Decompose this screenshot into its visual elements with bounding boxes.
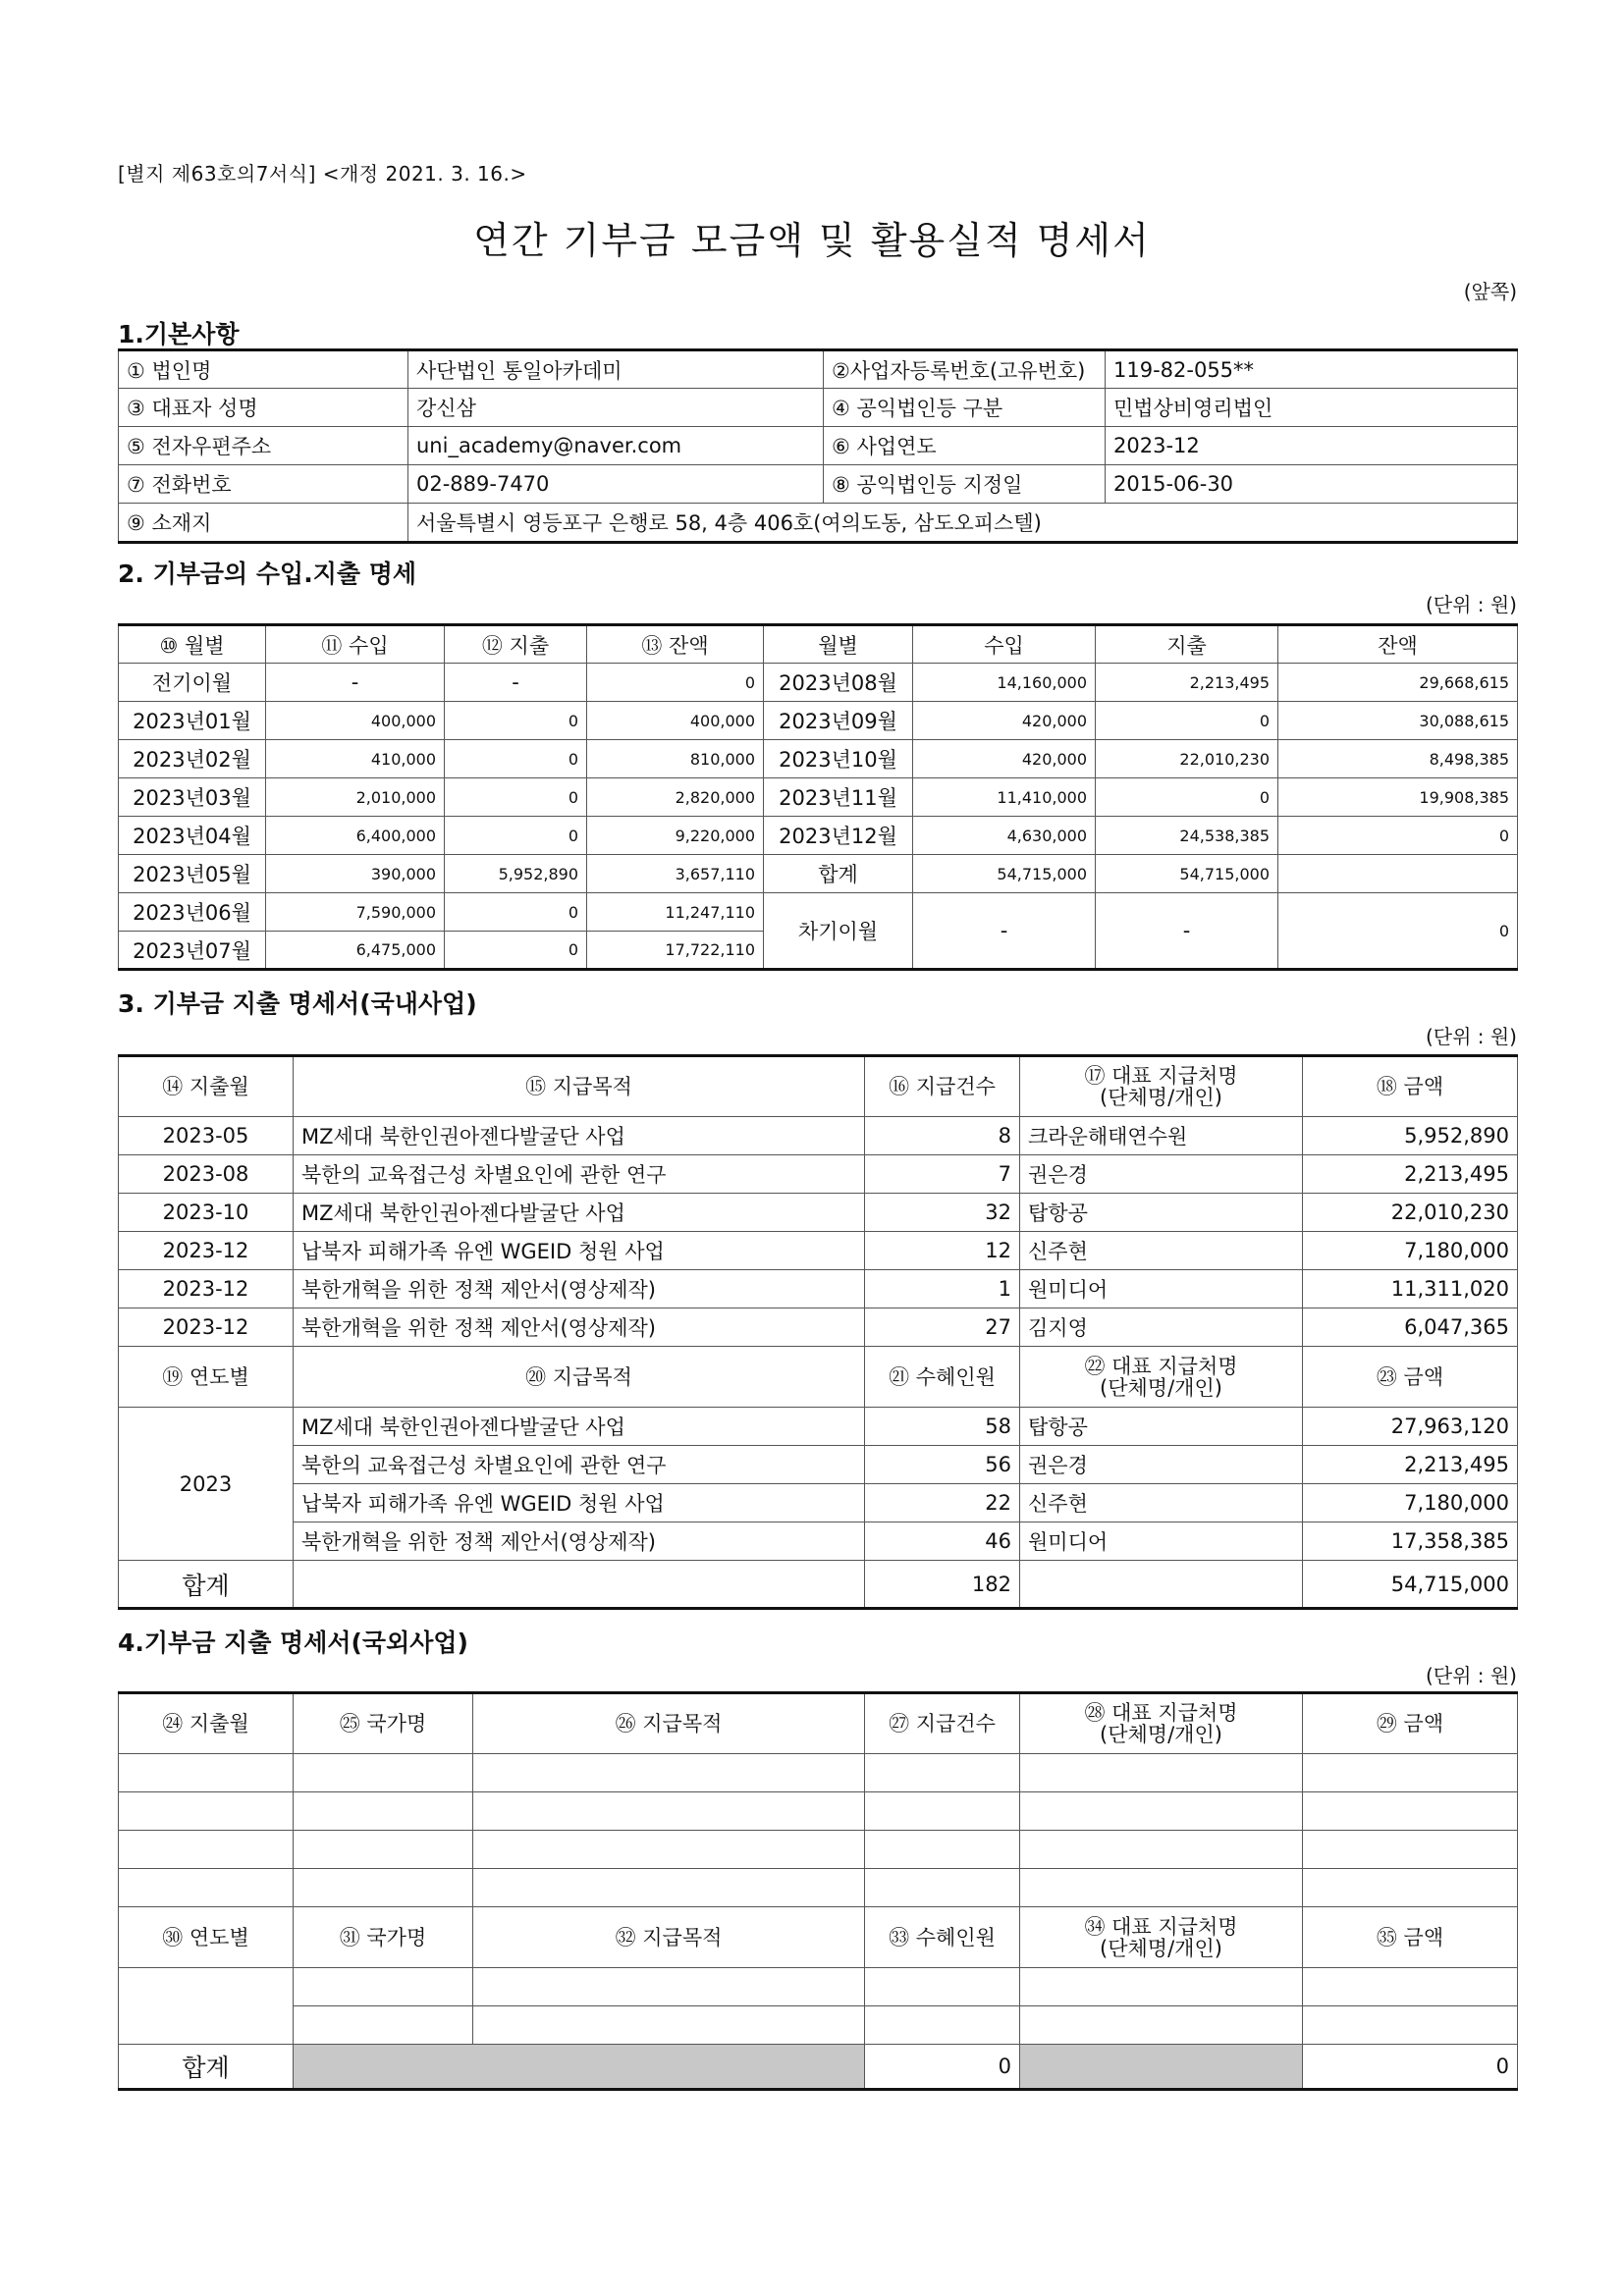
col-header: ⑮ 지급목적 <box>294 1056 865 1117</box>
col-header: ㉖ 지급목적 <box>473 1693 865 1754</box>
col-header: ㉓ 금액 <box>1303 1347 1518 1408</box>
month-cell: 2023년01월 <box>119 702 266 740</box>
month-cell: 2023년02월 <box>119 740 266 778</box>
count-cell: 7 <box>865 1155 1020 1194</box>
income-cell: - <box>266 664 445 702</box>
expense-cell: 0 <box>1096 702 1278 740</box>
overseas-header-row <box>119 1693 1518 1754</box>
col-header-payee <box>1020 1907 1303 1968</box>
col-header: ㉚ 연도별 <box>119 1907 294 1968</box>
carry-forward-balance: 0 <box>1278 893 1518 970</box>
month-cell: 2023-05 <box>119 1117 294 1155</box>
payee-cell: 권은경 <box>1020 1155 1303 1194</box>
total-label: 합계 <box>119 2045 294 2090</box>
month-cell: 2023년09월 <box>764 702 913 740</box>
total-amount: 0 <box>1303 2045 1518 2090</box>
info-row-address <box>119 504 1518 543</box>
section1-title: 1.기본사항 <box>118 320 240 348</box>
col-header: ⑭ 지출월 <box>119 1056 294 1117</box>
empty-row <box>119 1831 1518 1869</box>
table-row <box>119 817 1518 855</box>
payee-cell: 탑항공 <box>1020 1408 1303 1446</box>
purpose-cell: MZ세대 북한인권아젠다발굴단 사업 <box>294 1117 865 1155</box>
basic-info-table <box>118 348 1518 544</box>
payee-cell: 원미디어 <box>1020 1270 1303 1308</box>
table-row <box>119 893 1518 932</box>
col-header: ㉕ 국가명 <box>294 1693 473 1754</box>
income-header-row <box>119 625 1518 664</box>
domestic-header-row-2 <box>119 1347 1518 1408</box>
balance-total <box>1278 855 1518 893</box>
count-cell: 1 <box>865 1270 1020 1308</box>
col-header-payee-line2: (단체명/개인) <box>1100 1086 1222 1109</box>
table-row <box>119 1194 1518 1232</box>
info-label: ④ 공익법인등 구분 <box>824 389 1106 427</box>
col-header: ⑫ 지출 <box>445 625 587 664</box>
expense-cell: 5,952,890 <box>445 855 587 893</box>
empty-row <box>119 1968 1518 2006</box>
count-cell: 8 <box>865 1117 1020 1155</box>
payee-cell: 원미디어 <box>1020 1522 1303 1561</box>
carry-forward-label: 차기이월 <box>764 893 913 970</box>
section3-unit: (단위 : 원) <box>1425 1025 1517 1048</box>
amount-cell: 7,180,000 <box>1303 1232 1518 1270</box>
info-value: 사단법인 통일아카데미 <box>408 350 824 389</box>
table-row <box>119 1155 1518 1194</box>
col-header: ㉝ 수혜인원 <box>865 1907 1020 1968</box>
month-cell: 2023년08월 <box>764 664 913 702</box>
expense-cell: 22,010,230 <box>1096 740 1278 778</box>
col-header: ㉜ 지급목적 <box>473 1907 865 1968</box>
col-header: ㉔ 지출월 <box>119 1693 294 1754</box>
col-header: ⑳ 지급목적 <box>294 1347 865 1408</box>
balance-cell: 810,000 <box>587 740 764 778</box>
income-expense-table <box>118 623 1518 971</box>
purpose-cell: 북한의 교육접근성 차별요인에 관한 연구 <box>294 1446 865 1484</box>
table-row <box>119 1232 1518 1270</box>
domestic-header-row <box>119 1056 1518 1117</box>
income-cell: 6,400,000 <box>266 817 445 855</box>
info-label: ① 법인명 <box>119 350 408 389</box>
section4-unit: (단위 : 원) <box>1425 1664 1517 1687</box>
col-header: ⑩ 월별 <box>119 625 266 664</box>
expense-cell: 2,213,495 <box>1096 664 1278 702</box>
section2-title: 2. 기부금의 수입.지출 명세 <box>118 560 417 588</box>
expense-cell: 0 <box>445 817 587 855</box>
table-row <box>119 702 1518 740</box>
empty-cell <box>1020 1561 1303 1609</box>
page-side-label: (앞쪽) <box>1463 280 1517 303</box>
expense-cell: 0 <box>445 702 587 740</box>
overseas-total-row <box>119 2045 1518 2090</box>
income-cell: 410,000 <box>266 740 445 778</box>
purpose-cell: MZ세대 북한인권아젠다발굴단 사업 <box>294 1408 865 1446</box>
total-count: 182 <box>865 1561 1020 1609</box>
info-label: ⑥ 사업연도 <box>824 427 1106 465</box>
expense-total: 54,715,000 <box>1096 855 1278 893</box>
col-header: ⑬ 잔액 <box>587 625 764 664</box>
income-cell: 6,475,000 <box>266 932 445 970</box>
count-cell: 58 <box>865 1408 1020 1446</box>
income-cell: 420,000 <box>913 702 1096 740</box>
month-cell: 2023년06월 <box>119 893 266 932</box>
balance-cell: 30,088,615 <box>1278 702 1518 740</box>
amount-cell: 5,952,890 <box>1303 1117 1518 1155</box>
info-value: 2023-12 <box>1106 427 1518 465</box>
col-header: 수입 <box>913 625 1096 664</box>
balance-cell: 11,247,110 <box>587 893 764 932</box>
info-label: ⑧ 공익법인등 지정일 <box>824 465 1106 504</box>
purpose-cell: MZ세대 북한인권아젠다발굴단 사업 <box>294 1194 865 1232</box>
section4-title: 4.기부금 지출 명세서(국외사업) <box>118 1629 468 1657</box>
info-label: ③ 대표자 성명 <box>119 389 408 427</box>
info-value: 민법상비영리법인 <box>1106 389 1518 427</box>
total-label: 합계 <box>764 855 913 893</box>
address-value: 서울특별시 영등포구 은행로 58, 4층 406호(여의도동, 삼도오피스텔) <box>408 504 1518 543</box>
col-header-payee-line1: ㉞ 대표 지급처명 <box>1084 1914 1238 1939</box>
info-label: ⑤ 전자우편주소 <box>119 427 408 465</box>
income-cell: 11,410,000 <box>913 778 1096 817</box>
col-header-payee-line1: ⑰ 대표 지급처명 <box>1084 1064 1238 1088</box>
info-value: 02-889-7470 <box>408 465 824 504</box>
form-number: [별지 제63호의7서식] <개정 2021. 3. 16.> <box>118 162 527 186</box>
amount-cell: 6,047,365 <box>1303 1308 1518 1347</box>
balance-cell: 400,000 <box>587 702 764 740</box>
payee-cell: 크라운해태연수원 <box>1020 1117 1303 1155</box>
col-header: ⑯ 지급건수 <box>865 1056 1020 1117</box>
balance-cell: 9,220,000 <box>587 817 764 855</box>
amount-cell: 2,213,495 <box>1303 1446 1518 1484</box>
count-cell: 12 <box>865 1232 1020 1270</box>
col-header: ⑱ 금액 <box>1303 1056 1518 1117</box>
amount-cell: 11,311,020 <box>1303 1270 1518 1308</box>
count-cell: 56 <box>865 1446 1020 1484</box>
domestic-expense-table <box>118 1054 1518 1610</box>
purpose-cell: 납북자 피해가족 유엔 WGEID 청원 사업 <box>294 1484 865 1522</box>
balance-cell: 2,820,000 <box>587 778 764 817</box>
section2-unit: (단위 : 원) <box>1425 593 1517 616</box>
income-cell: 7,590,000 <box>266 893 445 932</box>
col-header: ㉑ 수혜인원 <box>865 1347 1020 1408</box>
empty-row <box>119 1869 1518 1907</box>
amount-cell: 17,358,385 <box>1303 1522 1518 1561</box>
purpose-cell: 북한의 교육접근성 차별요인에 관한 연구 <box>294 1155 865 1194</box>
overseas-header-row-2 <box>119 1907 1518 1968</box>
count-cell: 27 <box>865 1308 1020 1347</box>
balance-cell: 29,668,615 <box>1278 664 1518 702</box>
info-value: 2015-06-30 <box>1106 465 1518 504</box>
col-header-payee <box>1020 1693 1303 1754</box>
col-header: 월별 <box>764 625 913 664</box>
month-cell: 2023-12 <box>119 1270 294 1308</box>
month-cell: 2023년04월 <box>119 817 266 855</box>
income-total: 54,715,000 <box>913 855 1096 893</box>
info-row <box>119 465 1518 504</box>
count-cell: 32 <box>865 1194 1020 1232</box>
col-header: ㉙ 금액 <box>1303 1693 1518 1754</box>
info-row <box>119 389 1518 427</box>
col-header-payee <box>1020 1347 1303 1408</box>
col-header: ㉗ 지급건수 <box>865 1693 1020 1754</box>
count-cell: 22 <box>865 1484 1020 1522</box>
info-label: ⑦ 전화번호 <box>119 465 408 504</box>
income-cell: 420,000 <box>913 740 1096 778</box>
month-cell: 2023년07월 <box>119 932 266 970</box>
amount-cell: 27,963,120 <box>1303 1408 1518 1446</box>
payee-cell: 김지영 <box>1020 1308 1303 1347</box>
table-row <box>119 740 1518 778</box>
table-row <box>119 1408 1518 1446</box>
purpose-cell: 북한개혁을 위한 정책 제안서(영상제작) <box>294 1522 865 1561</box>
month-cell: 2023년12월 <box>764 817 913 855</box>
col-header-payee-line1: ㉒ 대표 지급처명 <box>1084 1354 1238 1378</box>
domestic-total-row <box>119 1561 1518 1609</box>
income-cell: 2,010,000 <box>266 778 445 817</box>
info-row <box>119 350 1518 389</box>
total-amount: 54,715,000 <box>1303 1561 1518 1609</box>
empty-row <box>119 2006 1518 2045</box>
shaded-cell <box>1020 2045 1303 2090</box>
month-cell: 전기이월 <box>119 664 266 702</box>
section3-title: 3. 기부금 지출 명세서(국내사업) <box>118 989 477 1018</box>
table-row <box>119 855 1518 893</box>
info-value: uni_academy@naver.com <box>408 427 824 465</box>
balance-cell: 0 <box>587 664 764 702</box>
expense-cell: 0 <box>445 740 587 778</box>
address-label: ⑨ 소재지 <box>119 504 408 543</box>
income-cell: 14,160,000 <box>913 664 1096 702</box>
info-label: ②사업자등록번호(고유번호) <box>824 350 1106 389</box>
balance-cell: 19,908,385 <box>1278 778 1518 817</box>
purpose-cell: 북한개혁을 위한 정책 제안서(영상제작) <box>294 1270 865 1308</box>
table-row <box>119 1522 1518 1561</box>
month-cell: 2023-12 <box>119 1232 294 1270</box>
month-cell: 2023-12 <box>119 1308 294 1347</box>
table-row <box>119 778 1518 817</box>
col-header: ⑪ 수입 <box>266 625 445 664</box>
income-cell: 390,000 <box>266 855 445 893</box>
expense-cell: 24,538,385 <box>1096 817 1278 855</box>
expense-cell: 0 <box>445 778 587 817</box>
col-header: ⑲ 연도별 <box>119 1347 294 1408</box>
month-cell: 2023-08 <box>119 1155 294 1194</box>
payee-cell: 권은경 <box>1020 1446 1303 1484</box>
month-cell: 2023-10 <box>119 1194 294 1232</box>
col-header: 지출 <box>1096 625 1278 664</box>
table-row <box>119 664 1518 702</box>
expense-cell: 0 <box>445 893 587 932</box>
overseas-expense-table <box>118 1691 1518 2091</box>
income-cell: 4,630,000 <box>913 817 1096 855</box>
payee-cell: 신주현 <box>1020 1484 1303 1522</box>
payee-cell: 탑항공 <box>1020 1194 1303 1232</box>
amount-cell: 2,213,495 <box>1303 1155 1518 1194</box>
expense-cell: 0 <box>445 932 587 970</box>
table-row <box>119 1308 1518 1347</box>
empty-row <box>119 1792 1518 1831</box>
col-header-payee-line2: (단체명/개인) <box>1100 1723 1222 1746</box>
total-count: 0 <box>865 2045 1020 2090</box>
table-row <box>119 1117 1518 1155</box>
col-header-payee-line2: (단체명/개인) <box>1100 1936 1222 1960</box>
total-label: 합계 <box>119 1561 294 1609</box>
info-row <box>119 427 1518 465</box>
balance-cell: 8,498,385 <box>1278 740 1518 778</box>
month-cell: 2023년03월 <box>119 778 266 817</box>
col-header-payee-line2: (단체명/개인) <box>1100 1375 1222 1400</box>
info-value: 119-82-055** <box>1106 350 1518 389</box>
month-cell: 2023년11월 <box>764 778 913 817</box>
count-cell: 46 <box>865 1522 1020 1561</box>
carry-forward-expense: - <box>1096 893 1278 970</box>
table-row <box>119 1446 1518 1484</box>
carry-forward-income: - <box>913 893 1096 970</box>
table-row <box>119 1270 1518 1308</box>
purpose-cell: 납북자 피해가족 유엔 WGEID 청원 사업 <box>294 1232 865 1270</box>
balance-cell: 3,657,110 <box>587 855 764 893</box>
month-cell: 2023년05월 <box>119 855 266 893</box>
income-cell: 400,000 <box>266 702 445 740</box>
purpose-cell: 북한개혁을 위한 정책 제안서(영상제작) <box>294 1308 865 1347</box>
col-header-payee-line1: ㉘ 대표 지급처명 <box>1084 1701 1238 1725</box>
col-header: ㉟ 금액 <box>1303 1907 1518 1968</box>
expense-cell: - <box>445 664 587 702</box>
info-value: 강신삼 <box>408 389 824 427</box>
col-header: ㉛ 국가명 <box>294 1907 473 1968</box>
year-cell: 2023 <box>119 1408 294 1561</box>
shaded-cell <box>294 2045 865 2090</box>
col-header-payee <box>1020 1056 1303 1117</box>
table-row <box>119 1484 1518 1522</box>
balance-cell: 0 <box>1278 817 1518 855</box>
amount-cell: 22,010,230 <box>1303 1194 1518 1232</box>
empty-cell <box>294 1561 865 1609</box>
amount-cell: 7,180,000 <box>1303 1484 1518 1522</box>
empty-row <box>119 1754 1518 1792</box>
month-cell: 2023년10월 <box>764 740 913 778</box>
expense-cell: 0 <box>1096 778 1278 817</box>
col-header: 잔액 <box>1278 625 1518 664</box>
balance-cell: 17,722,110 <box>587 932 764 970</box>
page-title: 연간 기부금 모금액 및 활용실적 명세서 <box>473 219 1151 262</box>
payee-cell: 신주현 <box>1020 1232 1303 1270</box>
